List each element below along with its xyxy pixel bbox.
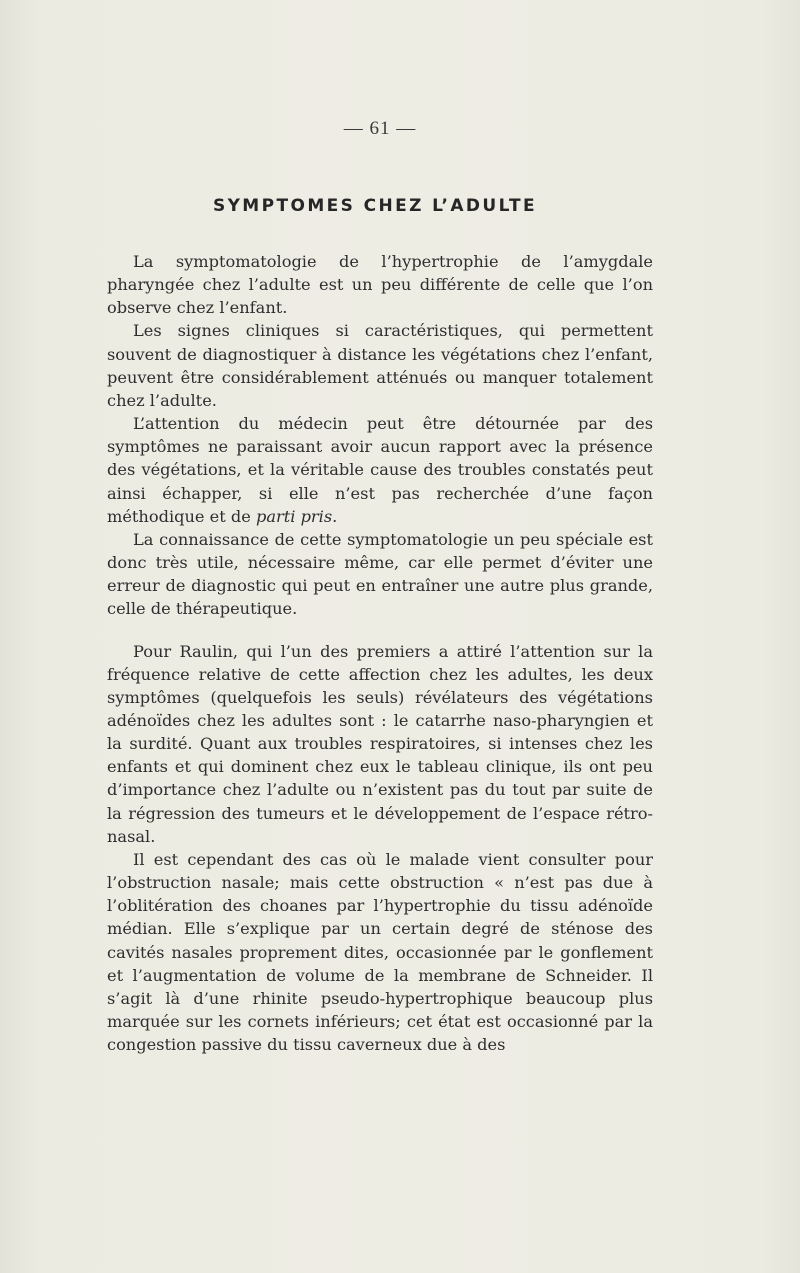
- body-text: [107, 250, 653, 1056]
- paragraph: Les signes cliniques si caractéristiques, qui permettent souvent de diagnostiquer à distance les végétations chez l’enfant, peuvent être considérablement atténués ou manquer totalement chez l’adulte.: [107, 321, 653, 410]
- paragraph: La connaissance de cette symptomatologie un peu spéciale est donc très utile, nécessaire même, car elle permet d’éviter une erreur de diagnostic qui peut en entraîner une autre plus grande, celle de thérapeutique.: [107, 529, 653, 619]
- paragraph: Pour Raulin, qui l’un des premiers a attiré l’attention sur la fréquence relative de cette affection chez les adultes, les deux symptômes (quelquefois les seuls) révélateurs des végétations adénoïdes chez les adultes sont : le catarrhe naso-pharyngien et la surdité. Quant aux troubles respiratoires, si intenses chez les enfants et qui dominent chez eux le tableau clinique, ils ont peu d’importance chez l’adulte ou n’existent pas du tout par suite de la régression des tumeurs et le développement de l’espace rétro-nasal.: [107, 641, 653, 846]
- page-number: — 61 —: [343, 118, 417, 139]
- paragraph: [107, 412, 653, 528]
- italic-phrase: parti pris: [255, 506, 333, 526]
- paragraph: La symptomatologie de l’hypertrophie de l’amygdale pharyngée chez l’adulte est un peu différente de celle que l’on observe chez l’enfant.: [107, 252, 653, 318]
- paragraph: Il est cependant des cas où le malade vient consulter pour l’obstruction nasale; mais cette obstruction « n’est pas due à l’oblitération des choanes par l’hypertrophie du tissu adénoïde médian. Elle s’explique par un certain degré de sténose des cavités nasales proprement dites, occasionnée par le gonflement et l’augmentation de volume de la membrane de Schneider. Il s’agit là d’une rhinite pseudo-hypertrophique beaucoup plus marquée sur les cornets inférieurs; cet état est occasionné par la congestion passive du tissu caverneux due à des: [107, 849, 653, 1055]
- paragraph-text: .: [332, 506, 338, 526]
- section-title: SYMPTOMES CHEZ L’ADULTE: [212, 196, 538, 216]
- paragraph-text: L’attention du médecin peut être détournée par des symptômes ne paraissant avoir aucun rapport avec la présence des végétations, et la véritable cause des troubles constatés peut ainsi échapper, si elle n’est pas recherchée d’une façon méthodique et de: [107, 414, 653, 526]
